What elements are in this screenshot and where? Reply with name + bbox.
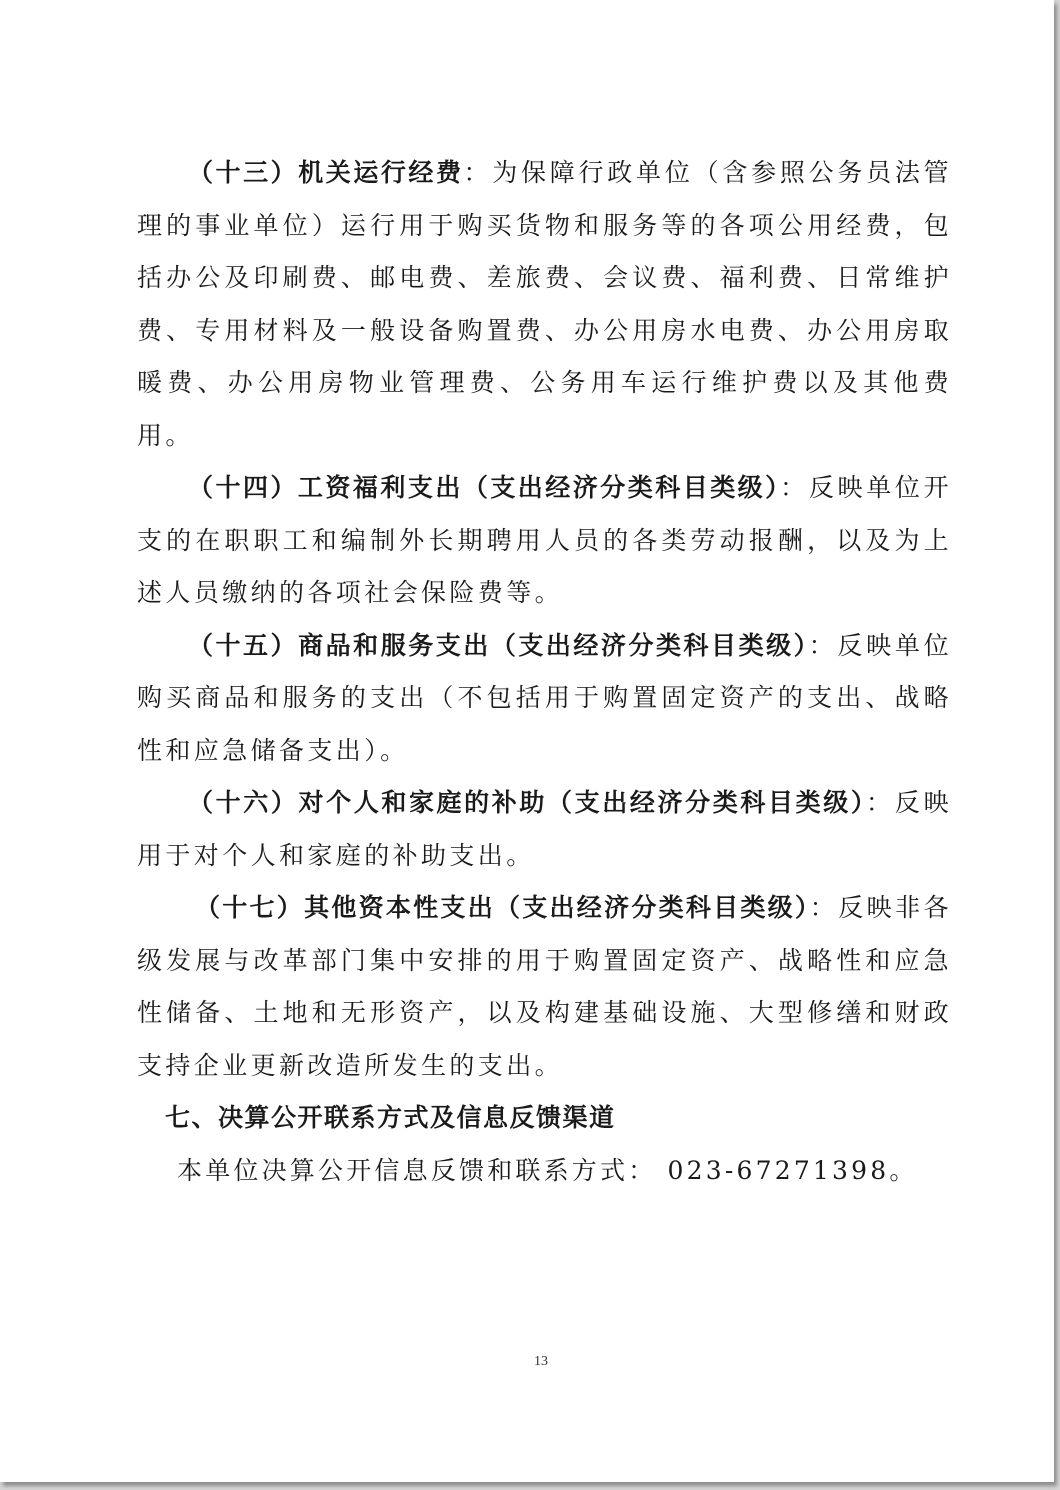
definition-text: 反映非各级发展与改革部门集中安排的用于购置固定资产、战略性和应急性储备、土地和无形资产，以及构建基础设施、大型修缮和财政支持企业更新改造所发生的支出。 [137, 893, 952, 1080]
definition-paragraph-14 [137, 462, 952, 620]
definition-term: （十六）对个人和家庭的补助（支出经济分类科目类级） [188, 788, 866, 817]
term-colon: ： [463, 158, 493, 187]
definition-text: 为保障行政单位（含参照公务员法管理的事业单位）运行用于购买货物和服务等的各项公用经费，包括办公及印刷费、邮电费、差旅费、会议费、福利费、日常维护费、专用材料及一般设备购置费、办公用房水电费、办公用房取暖费、办公用房物业管理费、公务用车运行维护费以及其他费用。 [137, 158, 952, 450]
term-colon: ： [808, 630, 838, 660]
definition-term: （十七）其他资本性支出（支出经济分类科目类级） [195, 893, 810, 922]
definition-text: 反映单位开支的在职职工和编制外长期聘用人员的各类劳动报酬，以及为上述人员缴纳的各项社会保险费等。 [137, 473, 952, 607]
definition-term: （十三）机关运行经费 [188, 158, 464, 187]
term-colon: ： [780, 473, 809, 502]
definition-paragraph-16 [137, 777, 952, 882]
definition-text: 反映单位购买商品和服务的支出（不包括用于购置固定资产的支出、战略性和应急储备支出）。 [137, 630, 952, 765]
definition-text: 反映用于对个人和家庭的补助支出。 [137, 788, 952, 870]
document-body [137, 147, 952, 1197]
definition-paragraph-15 [137, 620, 952, 778]
term-colon: ： [865, 788, 895, 817]
definition-paragraph-13 [137, 147, 952, 462]
page-number: 13 [534, 1354, 548, 1369]
definition-paragraph-17 [137, 882, 952, 1092]
contact-line: 本单位决算公开信息反馈和联系方式： 023-67271398。 [177, 1155, 918, 1185]
term-colon: ： [809, 893, 839, 922]
definition-term: （十四）工资福利支出（支出经济分类科目类级） [188, 473, 781, 502]
section-heading: 七、决算公开联系方式及信息反馈渠道 [165, 1103, 616, 1132]
definition-term: （十五）商品和服务支出（支出经济分类科目类级） [188, 630, 809, 660]
